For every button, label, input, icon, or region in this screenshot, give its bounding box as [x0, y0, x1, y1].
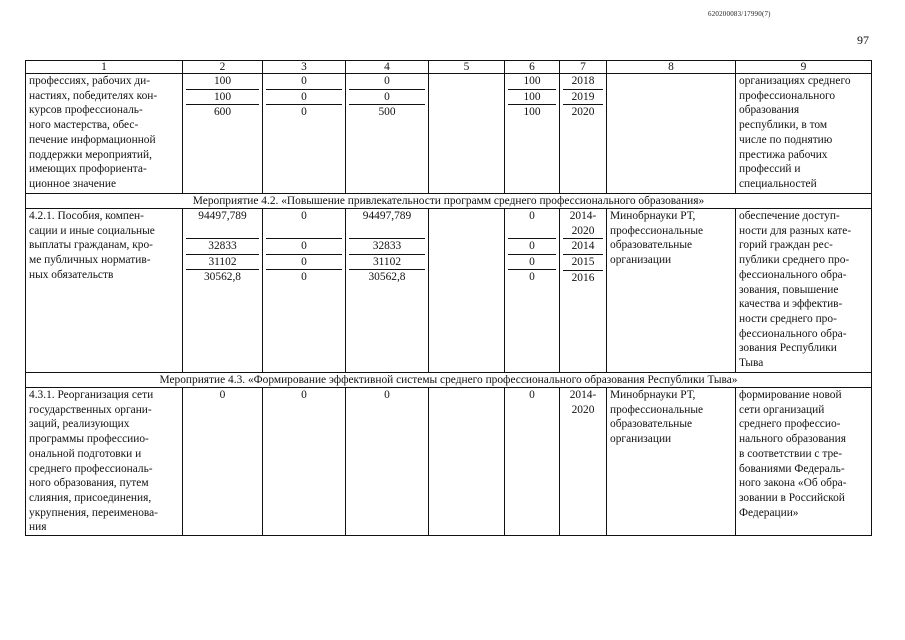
- row2-activity-cell: 4.2.1. Пособия, компен- сации и иные социальные выплаты гражданам, кро- ме публичных норматив- ных обязательств: [26, 209, 183, 373]
- row1-col5-cell: [429, 74, 505, 194]
- row3-federal-cell: 0: [263, 388, 346, 536]
- row3-executor-cell: Минобрнауки РТ, профессиональные образовательные организации: [607, 388, 736, 536]
- row1-total-cell: 100 100 600: [183, 74, 263, 194]
- table-row: [26, 74, 872, 194]
- header-col-8: 8: [607, 61, 736, 74]
- row3-republic-cell: 0: [346, 388, 429, 536]
- header-col-1: 1: [26, 61, 183, 74]
- header-col-5: 5: [429, 61, 505, 74]
- row3-result-cell: формирование новой сети организаций среднего профессио- нального образования в соответствии с тре- бованиями Федераль- ного закона «Об обра- зовании в Российской Федерации»: [736, 388, 872, 536]
- row1-result-cell: организациях среднего профессионального образования республики, в том числе по поднятию престижа рабочих профессий и специальностей: [736, 74, 872, 194]
- row1-year-cell: 2018 2019 2020: [560, 74, 607, 194]
- row2-total-cell: 94497,789 32833 31102 30562,8: [183, 209, 263, 373]
- table-row: [26, 209, 872, 373]
- row1-activity-cell: профессиях, рабочих ди- настиях, победителях кон- курсов профессиональ- ного мастерства, обес- печение информационной поддержки мероприятий, имеющих профориента- ционное значение: [26, 74, 183, 194]
- row2-year-cell: 2014- 2020 2014 2015 2016: [560, 209, 607, 373]
- table-row: [26, 388, 872, 536]
- row2-result-cell: обеспечение доступ- ности для разных кате- горий граждан рес- публики среднего про- фессионального обра- зования, повышение качества и эффектив- ности среднего про- фессионального обра- зования Республики Тыва: [736, 209, 872, 373]
- row3-total-cell: 0: [183, 388, 263, 536]
- row1-col6-cell: 100 100 100: [505, 74, 560, 194]
- row1-executor-cell: [607, 74, 736, 194]
- header-col-7: 7: [560, 61, 607, 74]
- header-col-3: 3: [263, 61, 346, 74]
- row3-col5-cell: [429, 388, 505, 536]
- section-title-4-3: Мероприятие 4.3. «Формирование эффективной системы среднего профессионального образования Республики Тыва»: [26, 373, 872, 388]
- header-col-9: 9: [736, 61, 872, 74]
- row3-year-cell: 2014- 2020: [560, 388, 607, 536]
- row2-col5-cell: [429, 209, 505, 373]
- row2-republic-cell: 94497,789 32833 31102 30562,8: [346, 209, 429, 373]
- row3-col6-cell: 0: [505, 388, 560, 536]
- row1-republic-cell: 0 0 500: [346, 74, 429, 194]
- row3-activity-cell: 4.3.1. Реорганизация сети государственных органи- заций, реализующих программы профессиио- ональной подготовки и среднего профессиональ- ного образования, путем слияния, присоединения, укрупнения, переименова- ния: [26, 388, 183, 536]
- document-code: 620200083/17990(7): [708, 10, 771, 18]
- program-table: [25, 60, 872, 536]
- header-col-4: 4: [346, 61, 429, 74]
- section-row-4-2: [26, 194, 872, 209]
- row2-executor-cell: Минобрнауки РТ, профессиональные образовательные организации: [607, 209, 736, 373]
- header-col-2: 2: [183, 61, 263, 74]
- header-col-6: 6: [505, 61, 560, 74]
- section-row-4-3: [26, 373, 872, 388]
- page-number: 97: [857, 33, 869, 47]
- row1-federal-cell: 0 0 0: [263, 74, 346, 194]
- row2-federal-cell: 0 0 0 0: [263, 209, 346, 373]
- header-row: [26, 61, 872, 74]
- section-title-4-2: Мероприятие 4.2. «Повышение привлекательности программ среднего профессионального образования»: [26, 194, 872, 209]
- row2-col6-cell: 0 0 0 0: [505, 209, 560, 373]
